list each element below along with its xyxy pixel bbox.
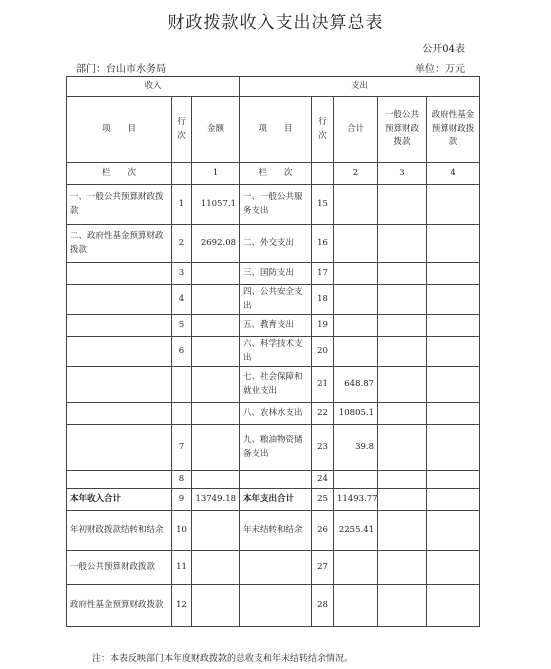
cell-ex-item: 九、粮油物资储备支出 — [240, 425, 312, 471]
cell-ex-line: 24 — [312, 471, 334, 489]
column-number-1: 1 — [192, 163, 240, 185]
cell-ex-fund — [427, 403, 480, 425]
cell-ex-item: 年末结转和结余 — [240, 511, 312, 551]
income-line-index — [172, 163, 192, 185]
cell-ex-line: 17 — [312, 263, 334, 285]
cell-ex-line: 18 — [312, 285, 334, 315]
cell-ex-gen — [378, 315, 427, 337]
cell-in-line: 12 — [172, 585, 192, 627]
cell-ex-item — [240, 551, 312, 585]
cell-in-item — [67, 425, 172, 471]
department-label: 部门：台山市水务局 — [76, 64, 166, 75]
cell-ex-gen — [378, 337, 427, 367]
cell-ex-gen — [378, 551, 427, 585]
form-number: 公开04表 — [422, 44, 465, 55]
cell-ex-total — [334, 551, 378, 585]
cell-ex-fund — [427, 471, 480, 489]
table-row — [67, 585, 480, 627]
table-row — [67, 263, 480, 285]
cell-in-item: 一般公共预算财政拨款 — [67, 551, 172, 585]
cell-ex-fund — [427, 489, 480, 511]
cell-ex-line: 28 — [312, 585, 334, 627]
table-row — [67, 285, 480, 315]
table-row — [67, 367, 480, 403]
cell-ex-gen — [378, 425, 427, 471]
cell-in-line: 9 — [172, 489, 192, 511]
cell-ex-line: 25 — [312, 489, 334, 511]
cell-in-amt — [192, 367, 240, 403]
expense-item-header: 项 目 — [240, 97, 312, 163]
cell-ex-total — [334, 185, 378, 225]
expense-line-header: 行次 — [312, 97, 334, 163]
cell-ex-gen — [378, 225, 427, 263]
cell-ex-gen — [378, 285, 427, 315]
table-row — [67, 337, 480, 367]
table-row — [67, 471, 480, 489]
cell-in-item: 本年收入合计 — [67, 489, 172, 511]
cell-ex-total — [334, 285, 378, 315]
cell-ex-item: 三、国防支出 — [240, 263, 312, 285]
cell-ex-line: 19 — [312, 315, 334, 337]
footnote: 注：本表反映部门本年度财政拨款的总收支和年末结转结余情况。 — [92, 654, 354, 664]
cell-ex-total — [334, 315, 378, 337]
cell-ex-gen — [378, 489, 427, 511]
table-row — [67, 403, 480, 425]
cell-ex-gen — [378, 367, 427, 403]
cell-ex-total — [334, 263, 378, 285]
expense-fund-header: 政府性基金预算财政拨款 — [427, 97, 480, 163]
table-row — [67, 425, 480, 471]
cell-ex-line: 16 — [312, 225, 334, 263]
document-title: 财政拨款收入支出决算总表 — [167, 13, 384, 33]
cell-ex-fund — [427, 551, 480, 585]
cell-in-amt — [192, 551, 240, 585]
table-row — [67, 185, 480, 225]
cell-ex-line: 21 — [312, 367, 334, 403]
cell-ex-line: 22 — [312, 403, 334, 425]
cell-in-amt — [192, 471, 240, 489]
income-header: 收入 — [67, 77, 240, 97]
income-column-index-label: 栏 次 — [67, 163, 172, 185]
cell-ex-gen — [378, 185, 427, 225]
cell-ex-total: 648.87 — [334, 367, 378, 403]
cell-ex-fund — [427, 185, 480, 225]
cell-ex-total: 10805.1 — [334, 403, 378, 425]
cell-ex-item: 五、教育支出 — [240, 315, 312, 337]
cell-ex-fund — [427, 425, 480, 471]
cell-in-amt — [192, 315, 240, 337]
expense-line-index — [312, 163, 334, 185]
cell-in-amt — [192, 403, 240, 425]
cell-in-amt — [192, 285, 240, 315]
cell-ex-item: 四、公共安全支出 — [240, 285, 312, 315]
cell-ex-gen — [378, 403, 427, 425]
cell-in-line: 8 — [172, 471, 192, 489]
column-number-4: 4 — [427, 163, 480, 185]
cell-ex-total — [334, 337, 378, 367]
cell-ex-line: 26 — [312, 511, 334, 551]
cell-ex-fund — [427, 511, 480, 551]
cell-in-item — [67, 263, 172, 285]
expense-total-header: 合计 — [334, 97, 378, 163]
cell-in-item — [67, 471, 172, 489]
cell-ex-fund — [427, 263, 480, 285]
cell-ex-gen — [378, 511, 427, 551]
cell-ex-total: 11493.77 — [334, 489, 378, 511]
cell-ex-total: 2255.41 — [334, 511, 378, 551]
cell-ex-total: 39.8 — [334, 425, 378, 471]
table-row — [67, 489, 480, 511]
cell-ex-line: 20 — [312, 337, 334, 367]
table-row — [67, 511, 480, 551]
cell-ex-fund — [427, 285, 480, 315]
cell-in-line: 1 — [172, 185, 192, 225]
column-number-2: 2 — [334, 163, 378, 185]
cell-ex-item: 八、农林水支出 — [240, 403, 312, 425]
cell-in-item: 年初财政拨款结转和结余 — [67, 511, 172, 551]
cell-in-item — [67, 315, 172, 337]
expense-header: 支出 — [240, 77, 480, 97]
cell-in-line: 10 — [172, 511, 192, 551]
unit-label: 单位：万元 — [415, 64, 465, 75]
table-row — [67, 551, 480, 585]
cell-ex-fund — [427, 315, 480, 337]
cell-ex-item: 本年支出合计 — [240, 489, 312, 511]
cell-in-line: 4 — [172, 285, 192, 315]
cell-ex-item: 二、外交支出 — [240, 225, 312, 263]
income-line-header: 行次 — [172, 97, 192, 163]
cell-in-line: 5 — [172, 315, 192, 337]
cell-in-line: 11 — [172, 551, 192, 585]
expense-column-index-label: 栏 次 — [240, 163, 312, 185]
cell-in-item — [67, 337, 172, 367]
cell-in-amt — [192, 511, 240, 551]
cell-ex-line: 15 — [312, 185, 334, 225]
cell-in-line: 7 — [172, 425, 192, 471]
cell-in-amt: 11057.1 — [192, 185, 240, 225]
cell-ex-gen — [378, 263, 427, 285]
expense-general-header: 一般公共预算财政拨款 — [378, 97, 427, 163]
cell-in-line — [172, 367, 192, 403]
cell-ex-fund — [427, 337, 480, 367]
cell-in-line — [172, 403, 192, 425]
cell-in-item — [67, 285, 172, 315]
budget-table — [66, 76, 480, 627]
cell-ex-line: 23 — [312, 425, 334, 471]
cell-ex-item: 六、科学技术支出 — [240, 337, 312, 367]
cell-ex-total — [334, 225, 378, 263]
cell-in-amt — [192, 337, 240, 367]
cell-in-amt: 13749.18 — [192, 489, 240, 511]
cell-in-item: 政府性基金预算财政拨款 — [67, 585, 172, 627]
cell-in-amt — [192, 425, 240, 471]
cell-in-amt — [192, 263, 240, 285]
cell-ex-gen — [378, 585, 427, 627]
cell-in-line: 2 — [172, 225, 192, 263]
income-amount-header: 金额 — [192, 97, 240, 163]
table-row — [67, 225, 480, 263]
cell-in-item: 二、政府性基金预算财政拨款 — [67, 225, 172, 263]
cell-ex-item — [240, 585, 312, 627]
cell-ex-item — [240, 471, 312, 489]
cell-ex-item: 七、社会保障和就业支出 — [240, 367, 312, 403]
cell-in-item — [67, 367, 172, 403]
cell-ex-gen — [378, 471, 427, 489]
cell-in-line: 6 — [172, 337, 192, 367]
cell-ex-fund — [427, 585, 480, 627]
cell-in-amt: 2692.08 — [192, 225, 240, 263]
cell-in-amt — [192, 585, 240, 627]
cell-ex-total — [334, 471, 378, 489]
cell-ex-total — [334, 585, 378, 627]
income-item-header: 项 目 — [67, 97, 172, 163]
cell-in-item: 一、一般公共预算财政拨款 — [67, 185, 172, 225]
cell-ex-item: 一、一般公共服务支出 — [240, 185, 312, 225]
cell-in-item — [67, 403, 172, 425]
cell-ex-line: 27 — [312, 551, 334, 585]
cell-ex-fund — [427, 367, 480, 403]
table-row — [67, 315, 480, 337]
cell-in-line: 3 — [172, 263, 192, 285]
column-number-3: 3 — [378, 163, 427, 185]
cell-ex-fund — [427, 225, 480, 263]
